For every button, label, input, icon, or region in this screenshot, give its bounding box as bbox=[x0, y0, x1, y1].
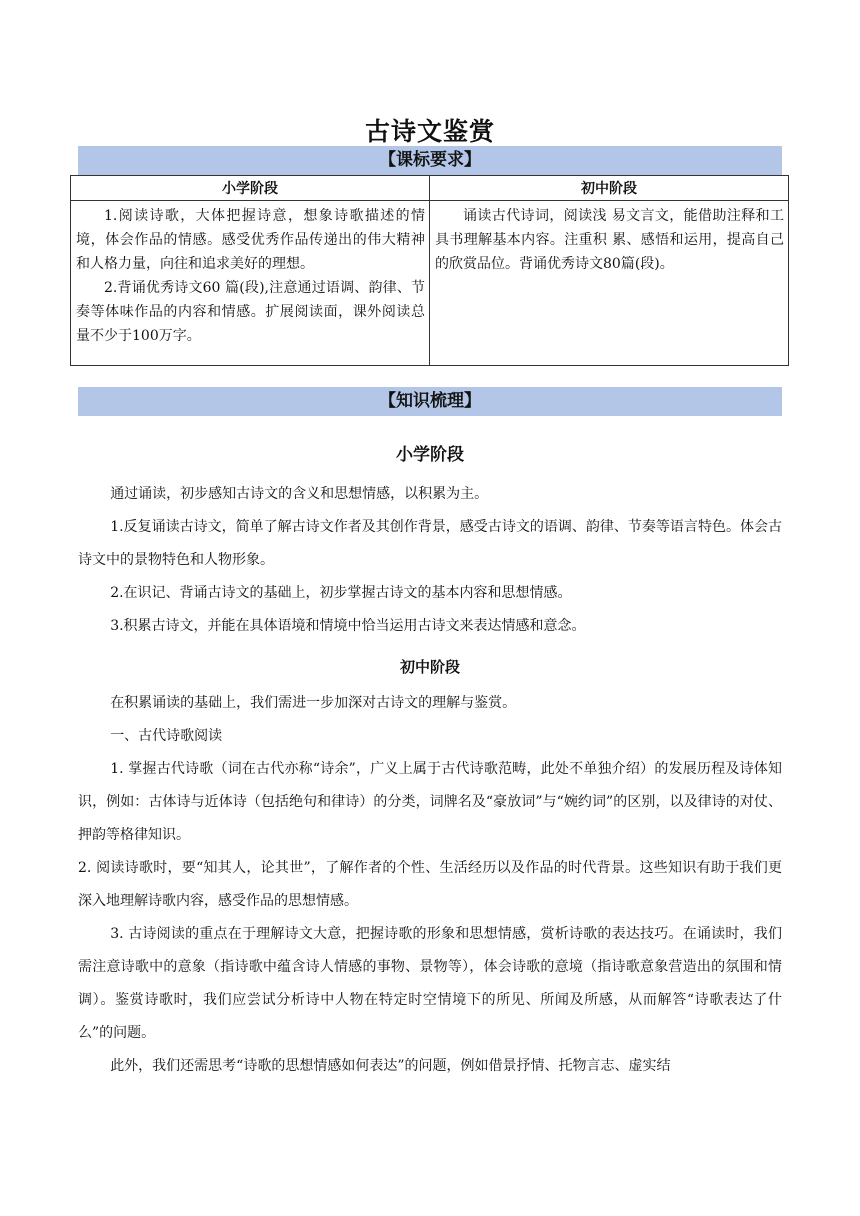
primary-requirement-2: 2.背诵优秀诗文60 篇(段),注意通过语调、韵律、节奏等体味作品的内容和情感。扩展阅读面，课外阅读总量不少于100万字。 bbox=[76, 280, 425, 344]
table-header-row bbox=[71, 176, 789, 201]
primary-requirement-1: 1.阅读诗歌，大体把握诗意，想象诗歌描述的情境，体会作品的情感。感受优秀作品传递出的伟大精神和人格力量，向往和追求美好的理想。 bbox=[76, 208, 425, 272]
curriculum-requirements-table bbox=[70, 175, 789, 366]
primary-item-3: 3.积累古诗文，并能在具体语境和情境中恰当运用古诗文来表达情感和意念。 bbox=[110, 618, 586, 634]
primary-item-2: 2.在识记、背诵古诗文的基础上，初步掌握古诗文的基本内容和思想情感。 bbox=[110, 585, 572, 601]
junior-item-2: 2. 阅读诗歌时，要“知其人，论其世”，了解作者的个性、生活经历以及作品的时代背景。这些知识有助于我们更深入地理解诗歌内容，感受作品的思想情感。 bbox=[78, 860, 782, 909]
junior-subheading-poetry: 一、古代诗歌阅读 bbox=[110, 728, 223, 744]
primary-section-body bbox=[78, 478, 782, 643]
junior-requirements-cell bbox=[430, 201, 789, 366]
section-band-knowledge: 【知识梳理】 bbox=[78, 387, 782, 416]
table-row bbox=[71, 201, 789, 366]
primary-item-1: 1.反复诵读古诗文，简单了解古诗文作者及其创作背景，感受古诗文的语调、韵律、节奏等语言特色。体会古诗文中的景物特色和人物形象。 bbox=[78, 519, 782, 568]
junior-section-body bbox=[78, 687, 782, 1083]
junior-requirement-1: 诵读古代诗词，阅读浅 易文言文，能借助注释和工具书理解基本内容。注重积 累、感悟和运用，提高自己 的欣赏品位。背诵优秀诗文80篇(段)。 bbox=[435, 208, 784, 272]
junior-item-3: 3. 古诗阅读的重点在于理解诗文大意，把握诗歌的形象和思想情感，赏析诗歌的表达技巧。在诵读时，我们需注意诗歌中的意象（指诗歌中蕴含诗人情感的事物、景物等），体会诗歌的意境（指诗歌意象营造出的氛围和情调）。鉴赏诗歌时，我们应尝试分析诗中人物在特定时空情境下的所见、所闻及所感，从而解答“诗歌表达了什么”的问题。 bbox=[78, 926, 782, 1041]
junior-section-heading: 初中阶段 bbox=[399, 658, 460, 676]
junior-intro: 在积累诵读的基础上，我们需进一步加深对古诗文的理解与鉴赏。 bbox=[110, 695, 517, 711]
page-title: 古诗文鉴赏 bbox=[364, 117, 495, 146]
column-header-primary: 小学阶段 bbox=[71, 176, 430, 201]
junior-item-1: 1. 掌握古代诗歌（词在古代亦称“诗余”，广义上属于古代诗歌范畴，此处不单独介绍）的发展历程及诗体知识，例如：古体诗与近体诗（包括绝句和律诗）的分类，词牌名及“豪放词”与“婉约词”的区别，以及律诗的对仗、押韵等格律知识。 bbox=[78, 761, 782, 843]
junior-item-4: 此外，我们还需思考“诗歌的思想情感如何表达”的问题，例如借景抒情、托物言志、虚实结 bbox=[110, 1058, 671, 1074]
column-header-junior: 初中阶段 bbox=[430, 176, 789, 201]
section-band-requirements: 【课标要求】 bbox=[78, 146, 782, 175]
primary-section-heading: 小学阶段 bbox=[396, 445, 464, 465]
primary-requirements-cell bbox=[71, 201, 430, 366]
primary-intro: 通过诵读，初步感知古诗文的含义和思想情感，以积累为主。 bbox=[110, 486, 489, 502]
